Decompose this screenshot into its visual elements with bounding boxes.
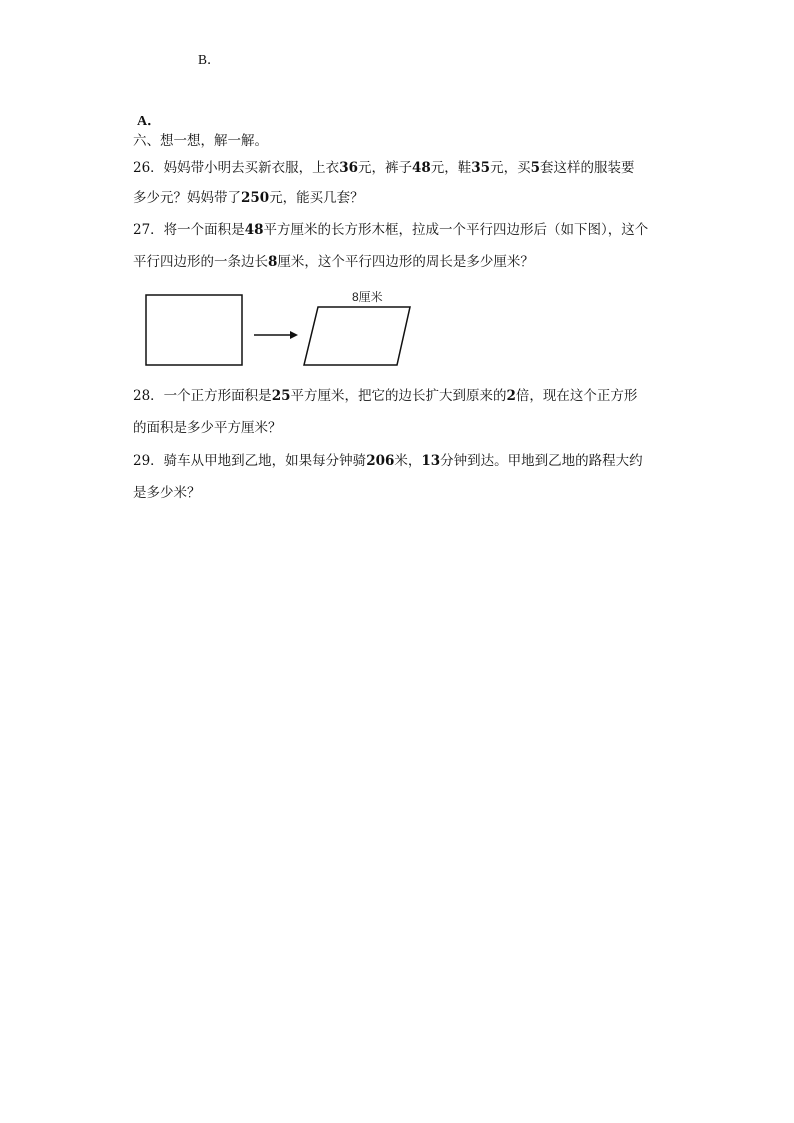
question-27-line-1: 27．将一个面积是48平方厘米的长方形木框，拉成一个平行四边形后（如下图），这个	[133, 222, 649, 238]
figure-side-label: 8厘米	[352, 290, 383, 304]
question-29-line-1: 29．骑车从甲地到乙地，如果每分钟骑206米，13分钟到达。甲地到乙地的路程大约	[133, 453, 643, 469]
question-28-line-2: 的面积是多少平方厘米？	[133, 420, 282, 436]
section-title: 六、想一想，解一解。	[133, 133, 268, 149]
rectangle-shape	[146, 295, 242, 365]
question-29-line-2: 是多少米？	[133, 485, 201, 501]
question-28-line-1: 28．一个正方形面积是25平方厘米，把它的边长扩大到原来的2倍，现在这个正方形	[133, 388, 638, 404]
parallelogram-shape	[304, 307, 410, 365]
question-26-line-2: 多少元？妈妈带了250元，能买几套？	[133, 190, 364, 206]
rectangle-to-parallelogram-figure	[140, 285, 430, 375]
question-27-line-2: 平行四边形的一条边长8厘米，这个平行四边形的周长是多少厘米？	[133, 254, 534, 270]
question-26-line-1: 26．妈妈带小明去买新衣服，上衣36元，裤子48元，鞋35元，买5套这样的服装要	[133, 160, 635, 176]
option-a: A．	[137, 114, 162, 129]
arrow-head-icon	[290, 331, 298, 339]
option-b: B．	[198, 52, 221, 67]
